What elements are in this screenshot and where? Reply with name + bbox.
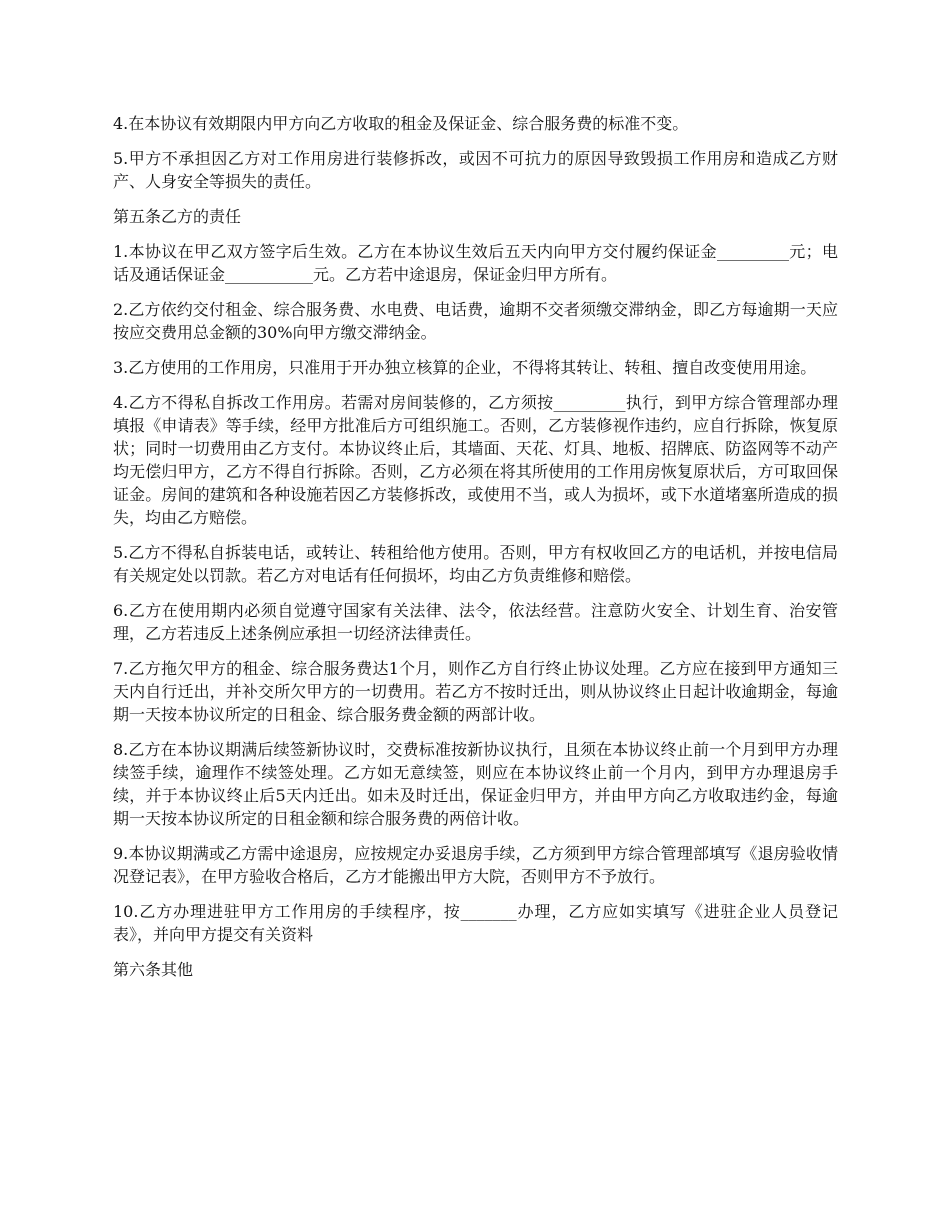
section-heading: 第六条其他 bbox=[113, 960, 194, 979]
clause-paragraph: 5.甲方不承担因乙方对工作用房进行装修拆改，或因不可抗力的原因导致毁损工作用房和造成乙方财产、人身安全等损失的责任。 bbox=[113, 149, 838, 191]
clause-paragraph: 4.在本协议有效期限内甲方向乙方收取的租金及保证金、综合服务费的标准不变。 bbox=[113, 114, 689, 133]
clause-paragraph: 1.本协议在甲乙双方签字后生效。乙方在本协议生效后五天内向甲方交付履约保证金_________元；电话及通话保证金___________元。乙方若中途退房，保证金归甲方所有。 bbox=[113, 242, 838, 284]
clause-paragraph: 2.乙方依约交付租金、综合服务费、水电费、电话费，逾期不交者须缴交滞纳金，即乙方每逾期一天应按应交费用总金额的30%向甲方缴交滞纳金。 bbox=[113, 300, 838, 342]
clause-paragraph: 3.乙方使用的工作用房，只准用于开办独立核算的企业，不得将其转让、转租、擅自改变使用用途。 bbox=[113, 358, 817, 377]
clause-paragraph: 8.乙方在本协议期满后续签新协议时，交费标准按新协议执行，且须在本协议终止前一个月到甲方办理续签手续，逾理作不续签处理。乙方如无意续签，则应在本协议终止前一个月内，到甲方办理退房手续，并于本协议终止后5天内迁出。如未及时迁出，保证金归甲方，并由甲方向乙方收取违约金，每逾期一天按本协议所定的日租金额和综合服务费的两倍计收。 bbox=[113, 740, 838, 828]
clause-paragraph: 5.乙方不得私自拆装电话，或转让、转租给他方使用。否则，甲方有权收回乙方的电话机，并按电信局有关规定处以罚款。若乙方对电话有任何损坏，均由乙方负责维修和赔偿。 bbox=[113, 543, 838, 585]
clause-paragraph: 4.乙方不得私自拆改工作用房。若需对房间装修的，乙方须按_________执行，到甲方综合管理部办理填报《申请表》等手续，经甲方批准后方可组织施工。否则，乙方装修视作违约，应自行拆除，恢复原状；同时一切费用由乙方支付。本协议终止后，其墙面、天花、灯具、地板、招牌底、防盗网等不动产均无偿归甲方，乙方不得自行拆除。否则，乙方必须在将其所使用的工作用房恢复原状后，方可取回保证金。房间的建筑和各种设施若因乙方装修拆改，或使用不当，或人为损坏，或下水道堵塞所造成的损失，均由乙方赔偿。 bbox=[113, 393, 838, 527]
clause-paragraph: 9.本协议期满或乙方需中途退房，应按规定办妥退房手续，乙方须到甲方综合管理部填写《退房验收情况登记表》，在甲方验收合格后，乙方才能搬出甲方大院，否则甲方不予放行。 bbox=[113, 844, 838, 886]
clause-paragraph: 6.乙方在使用期内必须自觉遵守国家有关法律、法令，依法经营。注意防火安全、计划生育、治安管理，乙方若违反上述条例应承担一切经济法律责任。 bbox=[113, 601, 838, 643]
clause-paragraph: 7.乙方拖欠甲方的租金、综合服务费达1个月，则作乙方自行终止协议处理。乙方应在接到甲方通知三天内自行迁出，并补交所欠甲方的一切费用。若乙方不按时迁出，则从协议终止日起计收逾期金，每逾期一天按本协议所定的日租金、综合服务费金额的两部计收。 bbox=[113, 659, 838, 724]
document-body bbox=[113, 112, 838, 993]
section-heading: 第五条乙方的责任 bbox=[113, 207, 242, 226]
clause-paragraph: 10.乙方办理进驻甲方工作用房的手续程序，按_______办理，乙方应如实填写《进驻企业人员登记表》，并向甲方提交有关资料 bbox=[113, 902, 838, 944]
